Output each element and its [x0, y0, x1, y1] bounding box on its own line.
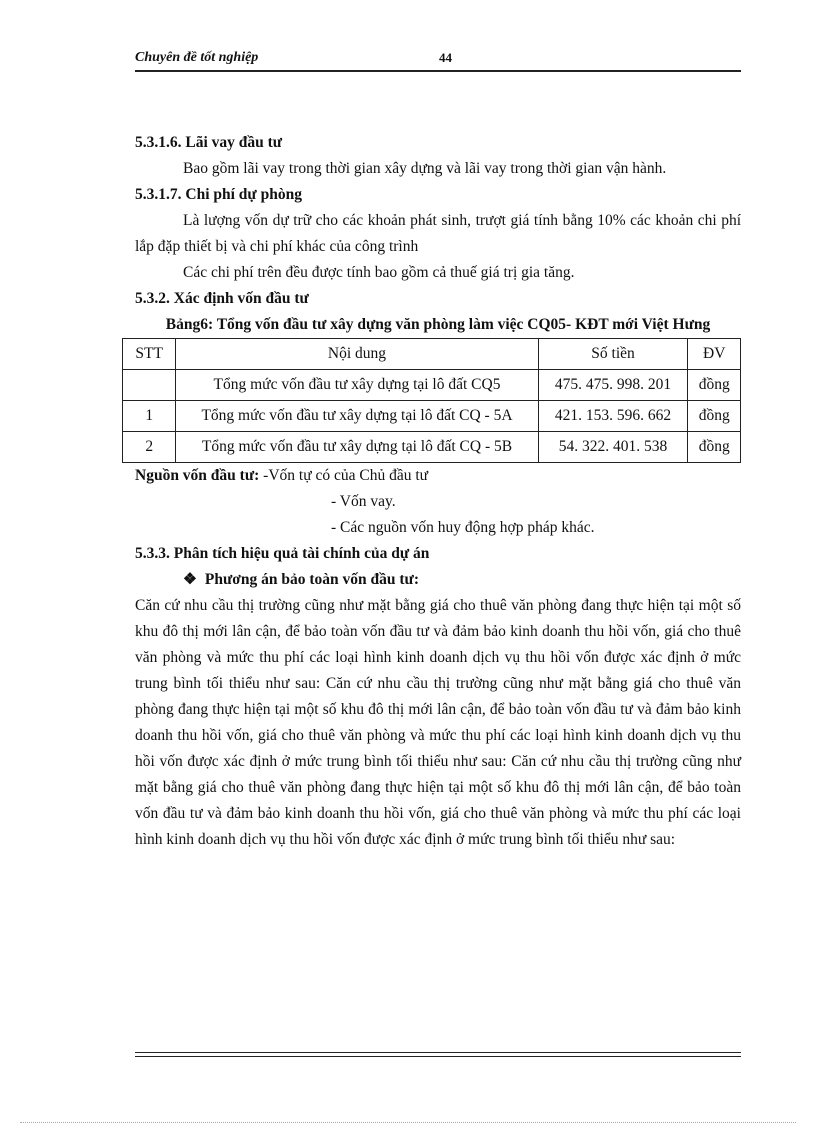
document-body	[135, 130, 741, 853]
cell-stt: 1	[123, 401, 176, 432]
footer-divider	[135, 1052, 741, 1057]
cell-amount: 421. 153. 596. 662	[538, 401, 688, 432]
section-533-heading: 5.3.3. Phân tích hiệu quả tài chính của dự án	[135, 545, 430, 562]
section-5317-heading: 5.3.1.7. Chi phí dự phòng	[135, 186, 302, 203]
funding-source-item: - Vốn vay.	[331, 493, 396, 510]
cell-unit: đồng	[688, 401, 741, 432]
funding-sources-label: Nguồn vốn đầu tư:	[135, 467, 260, 484]
section-5317-paragraph-2: Các chi phí trên đều được tính bao gồm cả thuế giá trị gia tăng.	[183, 264, 575, 281]
header-content: Nội dung	[176, 339, 538, 370]
header-unit: ĐV	[688, 339, 741, 370]
capital-preservation-heading	[135, 567, 741, 593]
cell-amount: 54. 322. 401. 538	[538, 432, 688, 463]
cell-content: Tổng mức vốn đầu tư xây dựng tại lô đất CQ - 5A	[176, 401, 538, 432]
table-row	[123, 401, 741, 432]
page-header	[135, 48, 741, 72]
cell-unit: đồng	[688, 432, 741, 463]
header-title: Chuyên đề tốt nghiệp	[135, 50, 259, 65]
cell-content: Tổng mức vốn đầu tư xây dựng tại lô đất CQ5	[176, 370, 538, 401]
diamond-bullet-icon: ❖	[183, 571, 197, 588]
table-row	[123, 370, 741, 401]
cell-amount: 475. 475. 998. 201	[538, 370, 688, 401]
cell-content: Tổng mức vốn đầu tư xây dựng tại lô đất CQ - 5B	[176, 432, 538, 463]
cell-unit: đồng	[688, 370, 741, 401]
capital-preservation-paragraph: Căn cứ nhu cầu thị trường cũng như mặt bằng giá cho thuê văn phòng đang thực hiện tại một số khu đô thị mới lân cận, để bảo toàn vốn đầu tư và đảm bảo kinh doanh thu hồi vốn, giá cho thuê văn phòng và mức thu phí các loại hình kinh doanh dịch vụ thu hồi vốn được xác định ở mức trung bình tối thiểu như sau: Căn cứ nhu cầu thị trường cũng như mặt bằng giá cho thuê văn phòng đang thực hiện tại một số khu đô thị mới lân cận, để bảo toàn vốn đầu tư và đảm bảo kinh doanh thu hồi vốn, giá cho thuê văn phòng và mức thu phí các loại hình kinh doanh dịch vụ thu hồi vốn được xác định ở mức trung bình tối thiểu như sau: Căn cứ nhu cầu thị trường cũng như mặt bằng giá cho thuê văn phòng đang thực hiện tại một số khu đô thị mới lân cận, để bảo toàn vốn đầu tư và đảm bảo kinh doanh thu hồi vốn, giá cho thuê văn phòng và mức thu phí các loại hình kinh doanh dịch vụ thu hồi vốn được xác định ở mức trung bình tối thiểu như sau:	[135, 597, 741, 848]
funding-source-item: - Các nguồn vốn huy động hợp pháp khác.	[331, 519, 595, 536]
capital-preservation-title: Phương án bảo toàn vốn đầu tư:	[204, 571, 419, 588]
cell-stt	[123, 370, 176, 401]
cell-stt: 2	[123, 432, 176, 463]
header-amount: Số tiền	[538, 339, 688, 370]
section-5316-paragraph: Bao gồm lãi vay trong thời gian xây dựng và lãi vay trong thời gian vận hành.	[183, 160, 667, 177]
header-stt: STT	[123, 339, 176, 370]
table-caption: Bảng6: Tổng vốn đầu tư xây dựng văn phòng làm việc CQ05- KĐT mới Việt Hưng	[165, 316, 711, 333]
section-532-heading: 5.3.2. Xác định vốn đầu tư	[135, 290, 309, 307]
investment-table	[122, 338, 741, 463]
page-number: 44	[439, 50, 452, 65]
section-5316-heading: 5.3.1.6. Lãi vay đầu tư	[135, 134, 283, 151]
table-row	[123, 432, 741, 463]
funding-source-item: -Vốn tự có của Chủ đầu tư	[263, 467, 429, 484]
funding-sources	[135, 463, 741, 489]
table-header-row	[123, 339, 741, 370]
section-5317-paragraph-1: Là lượng vốn dự trữ cho các khoản phát sinh, trượt giá tính bằng 10% các khoản chi phí lắp đặp thiết bị và chi phí khác của công trình	[135, 212, 741, 255]
